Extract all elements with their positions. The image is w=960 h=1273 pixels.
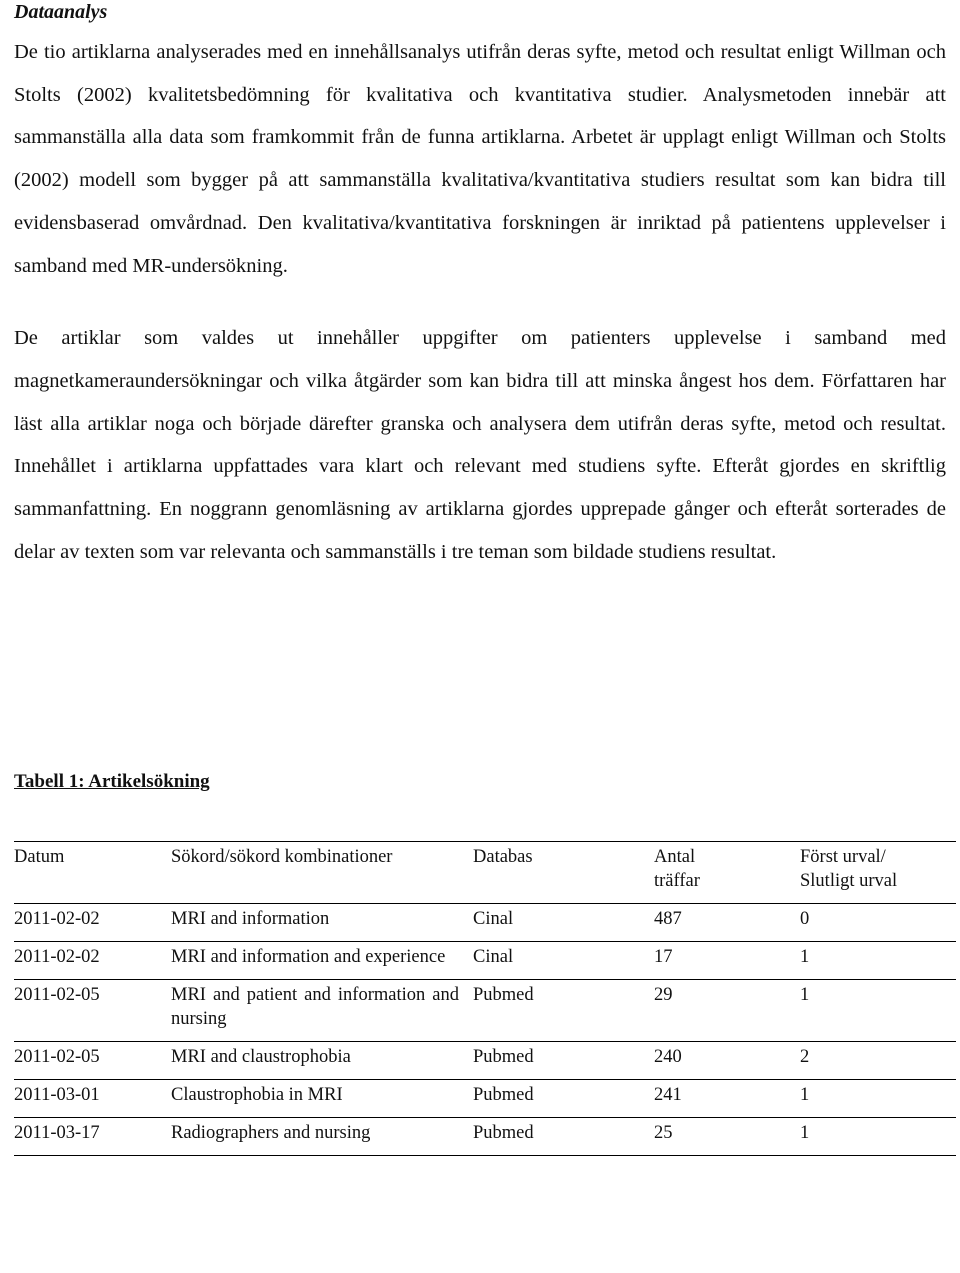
table-row bbox=[14, 1080, 956, 1118]
cell-database: Pubmed bbox=[473, 1085, 534, 1105]
cell-hits: 17 bbox=[654, 947, 673, 967]
table-row bbox=[14, 980, 956, 1042]
table-row bbox=[14, 942, 956, 980]
table-row bbox=[14, 1042, 956, 1080]
cell-selection: 2 bbox=[800, 1047, 810, 1067]
cell-date: 2011-02-02 bbox=[14, 947, 100, 967]
header-terms: Sökord/sökord kombinationer bbox=[171, 847, 393, 867]
cell-date: 2011-02-02 bbox=[14, 909, 100, 929]
header-selection-line2: Slutligt urval bbox=[800, 871, 898, 891]
header-database: Databas bbox=[473, 847, 533, 867]
cell-terms: MRI and claustrophobia bbox=[171, 1047, 351, 1067]
header-hits bbox=[654, 842, 800, 904]
cell-date: 2011-03-17 bbox=[14, 1123, 100, 1143]
cell-hits: 29 bbox=[654, 985, 673, 1005]
cell-terms bbox=[171, 980, 473, 1042]
cell-selection: 0 bbox=[800, 909, 810, 929]
cell-selection: 1 bbox=[800, 947, 810, 967]
table-row bbox=[14, 904, 956, 942]
article-search-table bbox=[14, 841, 956, 1156]
table-row bbox=[14, 1118, 956, 1156]
cell-database: Pubmed bbox=[473, 1123, 534, 1143]
header-date: Datum bbox=[14, 847, 65, 867]
header-hits-line1: Antal bbox=[654, 847, 696, 867]
paragraph-article-selection: De artiklar som valdes ut innehåller uppgifter om patienters upplevelse i samband med magnetkameraundersökningar och vilka åtgärder som kan bidra till att minska ångest hos dem. Författaren har läst alla artiklar noga och började därefter granska och analysera dem utifrån deras syfte, metod och resultat. Innehållet i artiklarna uppfattades vara klart och relevant med studiens syfte. Efteråt gjordes en skriftlig sammanfattning. En noggrann genomläsning av artiklarna gjordes upprepade gånger och efteråt sorterades de delar av texten som var relevanta och sammanställs i tre teman som bildade studiens resultat. bbox=[14, 327, 946, 563]
cell-hits: 240 bbox=[654, 1047, 682, 1067]
cell-hits: 241 bbox=[654, 1085, 682, 1105]
cell-terms: MRI and information bbox=[171, 909, 330, 929]
cell-terms bbox=[171, 942, 473, 980]
header-hits-line2: träffar bbox=[654, 871, 700, 891]
header-selection-line1: Först urval/ bbox=[800, 847, 886, 867]
cell-date: 2011-02-05 bbox=[14, 1047, 100, 1067]
cell-selection: 1 bbox=[800, 1123, 810, 1143]
table-header-row bbox=[14, 842, 956, 904]
cell-terms-text: MRI and information and experience bbox=[171, 947, 446, 967]
table-caption bbox=[14, 770, 210, 794]
cell-date: 2011-02-05 bbox=[14, 985, 100, 1005]
cell-database: Pubmed bbox=[473, 985, 534, 1005]
cell-selection: 1 bbox=[800, 985, 810, 1005]
cell-terms: Radiographers and nursing bbox=[171, 1123, 371, 1143]
header-selection bbox=[800, 842, 956, 904]
cell-terms: Claustrophobia in MRI bbox=[171, 1085, 343, 1105]
cell-hits: 25 bbox=[654, 1123, 673, 1143]
cell-hits: 487 bbox=[654, 909, 682, 929]
cell-terms-text: MRI and patient and information and nursing bbox=[171, 985, 459, 1029]
section-heading: Dataanalys bbox=[14, 1, 108, 23]
cell-database: Pubmed bbox=[473, 1047, 534, 1067]
cell-date: 2011-03-01 bbox=[14, 1085, 100, 1105]
cell-database: Cinal bbox=[473, 947, 514, 967]
cell-database: Cinal bbox=[473, 909, 514, 929]
document-page bbox=[14, 0, 946, 1143]
table-caption-text: Tabell 1: Artikelsökning bbox=[14, 771, 210, 792]
paragraph-analysis-method: De tio artiklarna analyserades med en innehållsanalys utifrån deras syfte, metod och resultat enligt Willman och Stolts (2002) kvalitetsbedömning för kvalitativa och kvantitativa studier. Analysmetoden innebär att sammanställa alla data som framkommit från de funna artiklarna. Arbetet är upplagt enligt Willman och Stolts (2002) modell som bygger på att sammanställa kvalitativa/kvantitativa studiers resultat som kan bidra till evidensbaserad omvårdnad. Den kvalitativa/kvantitativa forskningen är inriktad på patientens upplevelser i samband med MR-undersökning. bbox=[14, 41, 946, 277]
cell-selection: 1 bbox=[800, 1085, 810, 1105]
